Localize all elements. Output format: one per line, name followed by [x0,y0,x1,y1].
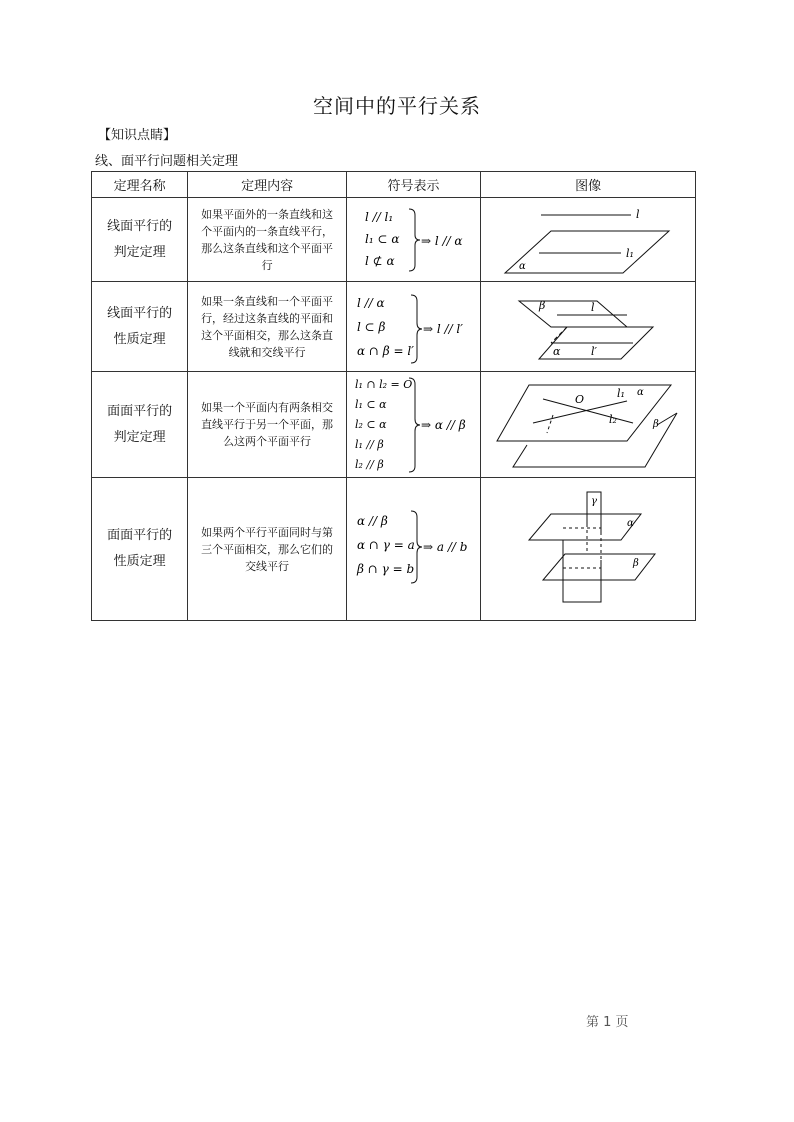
label-l1: l₁ [626,246,635,260]
symbolic-form [346,198,480,282]
theorem-table [91,171,696,621]
symbol-line: l₁ ⊂ α [364,231,400,246]
two-planes-figure [481,285,693,369]
hidden-line [547,415,553,433]
label-l1: l₁ [617,386,626,400]
label-alpha: α [519,260,527,272]
symbol-conclusion: ⇒ l // α [420,233,463,248]
symbolic-form [346,478,480,621]
figure-cell [481,282,696,372]
table-row [92,372,696,478]
symbolic-form [346,282,480,372]
plane-alpha [505,231,669,273]
symbol-conclusion: ⇒ l // l′ [422,321,463,336]
symbolic-form [346,372,480,478]
table-row [92,198,696,282]
theorem-content: 如果一个平面内有两条相交直线平行于另一个平面，那么这两个平面平行 [188,372,347,478]
header-theorem-content: 定理内容 [188,172,347,198]
plane-gamma-lower [563,560,601,602]
header-symbolic-form: 符号表示 [346,172,480,198]
symbol-line: l ⊄ α [364,253,395,268]
theorem-name: 面面平行的 判定定理 [92,372,188,478]
label-l: l [636,207,640,221]
label-alpha: α [627,518,635,529]
brace-icon [409,209,420,271]
header-theorem-name: 定理名称 [92,172,188,198]
label-l-prime: l′ [591,344,598,358]
header-figure: 图像 [481,172,696,198]
symbol-line: l₁ ∩ l₂ = O [354,377,413,391]
page-number: 第 1 页 [586,1015,629,1030]
table-row [92,282,696,372]
three-planes-figure [481,484,693,614]
symbol-line: β ∩ γ = b [356,562,414,576]
plane-alpha [529,514,641,540]
symbol-line: α ∩ β = l′ [356,343,414,358]
theorem-content: 如果两个平行平面同时与第三个平面相交，那么它们的交线平行 [188,478,347,621]
parallel-planes-figure [481,373,693,477]
symbol-conclusion: ⇒ a // b [422,540,468,554]
theorem-name: 线面平行的 判定定理 [92,198,188,282]
theorem-name: 面面平行的 性质定理 [92,478,188,621]
brace-icon [409,378,420,472]
symbol-line: α ∩ γ = a [356,538,415,552]
plane-beta [519,298,627,327]
symbol-conclusion: ⇒ α // β [420,417,466,432]
hidden-edge [551,327,567,343]
symbol-line: l ⊂ β [356,319,386,334]
symbol-line: l₁ ⊂ α [354,397,387,411]
label-l: l [591,300,595,314]
figure-cell [481,198,696,282]
label-beta: β [633,558,640,569]
theorem-name: 线面平行的 性质定理 [92,282,188,372]
symbol-line: l₂ // β [354,457,384,471]
plane-line-figure [481,201,693,279]
label-gamma: γ [591,496,598,507]
table-row [92,478,696,621]
symbol-line: l // l₁ [364,209,394,224]
page-title: 空间中的平行关系 [313,94,481,118]
label-beta: β [539,298,546,312]
label-alpha: α [553,344,561,358]
symbol-line: α // β [356,514,388,528]
figure-cell [481,478,696,621]
label-l2: l₂ [609,412,618,426]
symbol-line: l₁ // β [354,437,384,451]
figure-cell [481,372,696,478]
theorem-content: 如果一条直线和一个平面平行，经过这条直线的平面和这个平面相交，那么这条直线就和交线平行 [188,282,347,372]
symbol-line: l // α [356,295,385,310]
label-alpha: α [637,386,645,398]
section-heading: 【知识点睛】 [98,128,177,143]
label-o: O [575,392,585,406]
theorem-content: 如果平面外的一条直线和这个平面内的一条直线平行，那么这条直线和这个平面平行 [188,198,347,282]
label-beta: β [653,418,660,430]
subsection-heading: 线、面平行问题相关定理 [95,154,239,169]
symbol-line: l₂ ⊂ α [354,417,387,431]
table-header-row [92,172,696,198]
